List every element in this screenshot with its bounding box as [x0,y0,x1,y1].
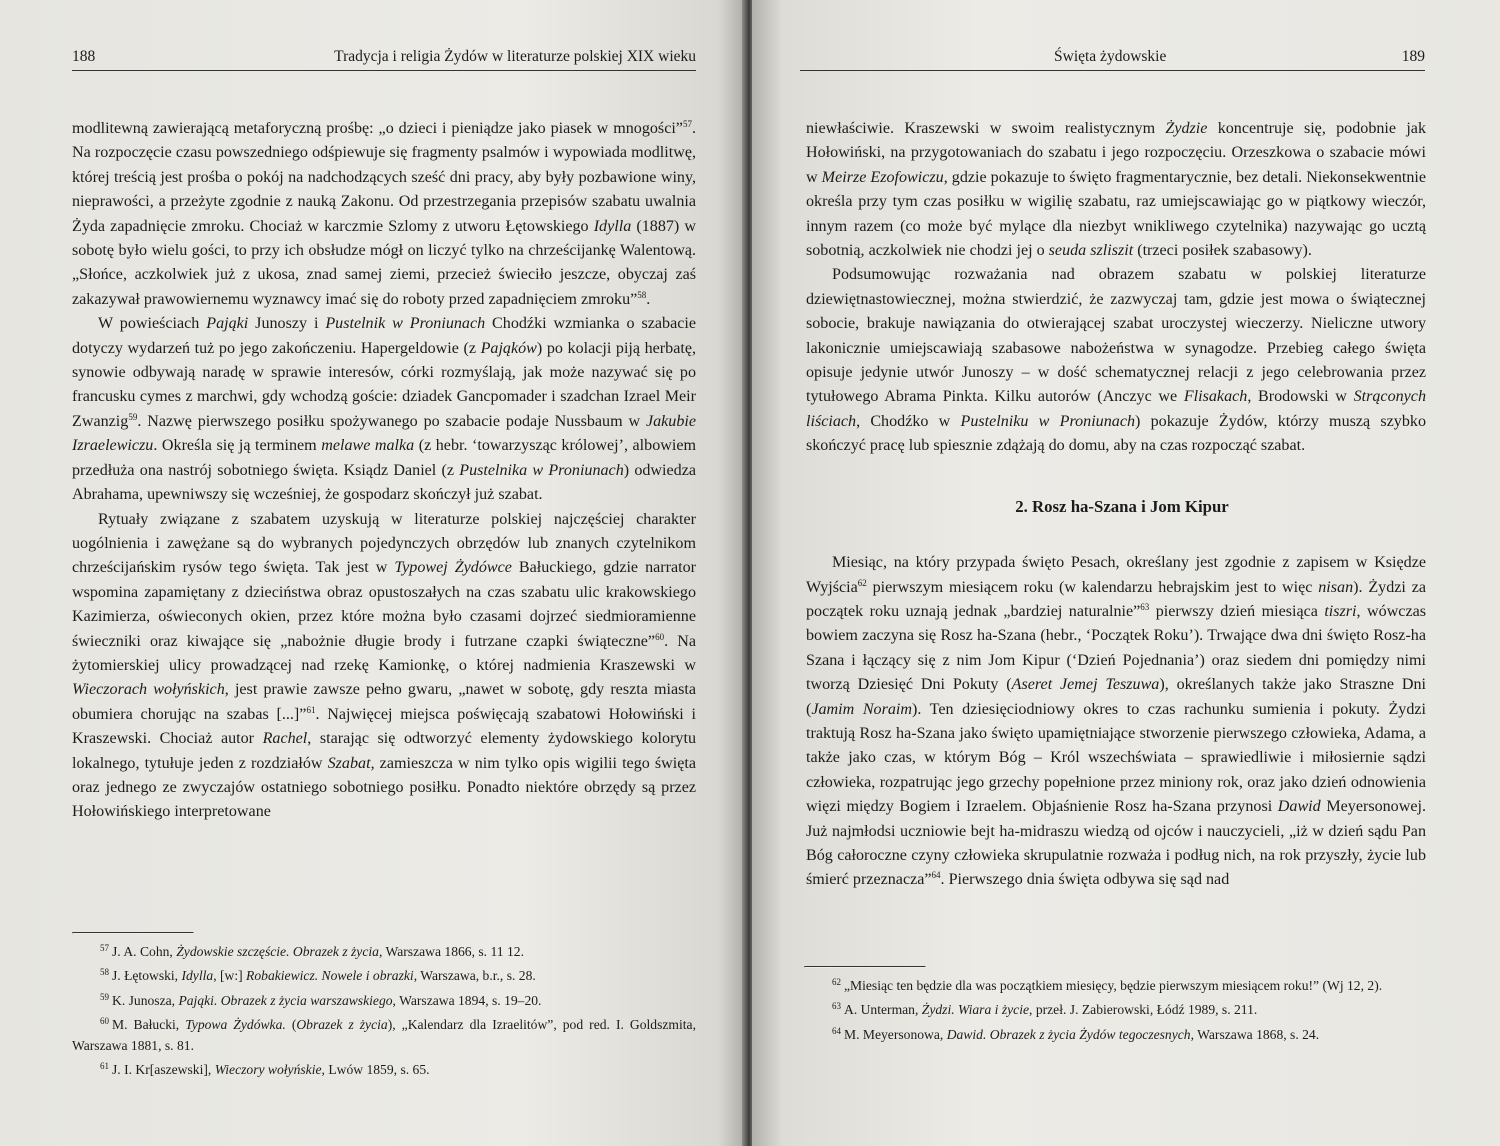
text-run: J. I. Kr[aszewski], [112,1062,215,1078]
italic-text: Żydowskie szczęście. Obrazek z życia [176,944,379,959]
italic-text: Dawid. Obrazek z życia Żydów tegoczesnych [946,1026,1191,1042]
page-number: 189 [1401,48,1425,65]
italic-text: Pustelnika w Proniunach [459,461,624,479]
text-run: ) po kolacji piją herbatę, synowie odbywają naradę w sprawie interesów, córki rozmyślają, jak może nazywać się po francusku cymes z marchwi, gdy wchodzą goście: dziadek Gancpomader i szadchan Izrael Meir Zwanzig [72,339,696,430]
footnote-list [72,938,696,1080]
footnote-reference: 64 [931,870,941,881]
italic-text: Flisakach [1183,388,1248,406]
running-head [800,44,1425,71]
text-run: „Miesiąc ten będzie dla was początkiem miesięcy, będzie pierwszym miesiącem roku!” (Wj 12, 2). [844,978,1383,993]
right-page [752,0,1500,1146]
footnote [804,996,1426,1020]
text-run: ) pokazuje Żydów, którzy muszą szybko skończyć pracę lub spiesznie zdążają do domu, aby na czas rozpocząć szabat. [806,412,1426,455]
italic-text: Typowej Żydówce [394,559,512,577]
text-run: , [w:] [213,968,247,984]
italic-text: Żydzie [1165,120,1208,137]
italic-text: Pustelnik w Proniunach [325,315,486,333]
text-run: , zamieszcza w nim tylko opis wigilii tego święta oraz jednego ze zwyczajów ostatniego sobotniego posiłku. Ponadto niektóre obrzędy są przez Hołowińskiego interpretowane [72,754,697,821]
text-run: ). Żydzi za początek roku uznają jednak „bardziej naturalnie” [806,578,1426,620]
text-run: ), „Kalendarz dla Izraelitów”, pod red. I. Goldszmita, Warszawa 1881, s. 81. [72,1017,696,1053]
italic-text: melawe malka [321,437,415,455]
italic-text: Pająki. Obrazek z życia warszawskiego [178,992,393,1008]
footnote-rule [72,932,194,934]
text-run: Rytuały związane z szabatem uzyskują w literaturze polskiej najczęściej charakter uogólnienia i zawężane są do wybranych pojedynczych obrzędów lub znanych czytelnikom chrześcijańskim rysów tego święta. Tak jest w [72,510,696,577]
footnote-number: 62 [832,977,841,987]
footnote [72,938,696,962]
footnote-reference: 63 [1140,601,1150,612]
running-head [72,44,696,71]
body-text [72,117,696,825]
italic-text: Robakiewicz. Nowele i obrazki [246,968,414,984]
running-title: Tradycja i religia Żydów w literaturze polskiej XIX wieku [334,48,696,65]
text-run: Chodźki wzmianka o szabacie dotyczy wydarzeń tuż po jego zakończeniu. Hapergeldowie (z [72,315,696,357]
text-run: Bałuckiego, gdzie narrator wspomina zapamiętany z dzieciństwa obraz opustoszałych na czas szabatu ulic krakowskiego Kazimierza, oświeconych okien, przez które można było czasami dojrzeć siedmioramienne świeczniki oraz kiwające się „nabożnie długie brody i futrzane czapki świąteczne” [72,559,696,650]
paragraphs-before-heading [806,117,1426,459]
italic-text: Strąconych liściach [806,388,1426,430]
paragraph [806,551,1426,893]
text-run: Podsumowując rozważania nad obrazem szabatu w polskiej literaturze dziewiętnastowiecznej, można stwierdzić, że zazwyczaj tam, gdzie jest mowa o świątecznej sobocie, brakuje nawiązania do otwierającej szabat uroczystej wieczerzy. Nieliczne utwory lakonicznie umiejscawiają szabasowe nabożeństwa w synagodze. Przebieg całego święta opisuje jedynie utwór Junoszy – w dość schematycznej relacji z jego celebrowania przez tytułowego Abrama Pinkta. Kilku autorów (Anczyc we [806,266,1426,406]
text-run: . Najwięcej miejsca poświęcają szabatowi Hołowiński i Kraszewski. Chociaż autor [72,705,696,748]
text-run: . Pierwszego dnia święta odbywa się sąd nad [940,871,1230,889]
italic-text: Szabat [327,754,371,772]
footnote [72,987,696,1011]
footnotes [72,932,696,1080]
footnote-number: 57 [100,943,109,953]
text-run: A. Unterman, [844,1002,922,1018]
footnote-list [804,972,1426,1045]
footnote [72,1056,696,1080]
text-run: Junoszy i [248,315,326,333]
text-run: pierwszym miesiącem roku (w kalendarzu hebrajskim jest to więc [866,578,1319,596]
footnote-number: 59 [100,991,109,1002]
italic-text: Żydzi. Wiara i życie [921,1002,1030,1018]
italic-text: Typowa Żydówka. [185,1017,286,1033]
footnote [804,972,1426,996]
footnote-number: 61 [100,1061,109,1072]
text-run: M. Bałucki, [112,1017,186,1033]
text-run: . Nazwę pierwszego posiłku spożywanego po szabacie podaje Nussbaum w [137,412,646,430]
footnote-number: 64 [832,1025,841,1036]
text-run: . Na rozpoczęcie czasu powszedniego odśpiewuje się fragmenty psalmów i wypowiada modlitwę, której treścią jest prośba o pokój na nadchodzących sześć dni pracy, aby były pozbawione winy, nieprawości, a przeżyte zgodnie z nauką Zakonu. Od przestrzegania przepisów szabatu uwalnia Żyda zapadnięcie zmroku. Chociaż w karczmie Szlomy z utworu Łętowskiego [72,120,696,235]
footnote-reference: 62 [857,577,867,588]
footnotes [804,966,1426,1045]
footnote [804,1021,1426,1045]
footnote-number: 60 [100,1016,109,1027]
text-run: , wówczas bowiem zaczyna się Rosz ha-Szana (hebr., ‘Początek Roku’). Trwające dwa dni święto Rosz-ha Szana i łączący się z nim Jom Kipur (‘Dzień Pojednania’) oraz siedem dni pomiędzy nimi tworzą Dziesięć Dni Pokuty ( [806,602,1427,694]
footnote-reference: 57 [682,119,692,129]
italic-text: Rachel [262,730,308,748]
paragraph [72,117,696,312]
text-run: (z hebr. ‘towarzysząc królowej’, albowiem przedłuża ona nastrój sobotniego święta. Ksiądz Daniel (z [72,437,696,479]
italic-text: Dawid [1277,798,1321,816]
footnote-reference: 61 [306,704,316,715]
body-text [806,117,1426,893]
text-run: . [646,290,651,308]
footnote [72,1011,696,1056]
footnote [72,962,696,986]
text-run: , Warszawa 1866, s. 11 12. [378,944,524,959]
italic-text: Idylla [593,217,632,235]
italic-text: Meirze Ezofowiczu [821,168,944,186]
text-run: W powieściach [98,315,207,333]
text-run: , Lwów 1859, s. 65. [321,1062,430,1078]
text-run: , jest prawie zawsze pełno gwaru, „nawet w sobotę, gdy reszta miasta obumiera chorując na szabas [...]” [72,681,697,723]
running-title: Święta żydowskie [1054,48,1167,65]
text-run: J. A. Cohn, [112,944,177,959]
text-run: , Warszawa, b.r., s. 28. [413,968,536,984]
text-run: pierwszy dzień miesiąca [1149,602,1325,620]
text-run: K. Junosza, [112,992,179,1008]
italic-text: tiszri [1324,602,1357,620]
paragraph [72,508,696,825]
text-run: , starając się odtworzyć elementy żydowskiego kolorytu lokalnego, tytułuje jeden z rozdziałów [72,730,696,772]
italic-text: Wieczorach wołyńskich [72,681,225,699]
left-page [0,0,748,1146]
text-run: ) odwiedza Abrahama, upewniwszy się wcześniej, że gospodarz skończył już szabat. [72,461,696,504]
text-run: Meyersonowej. Już najmłodsi uczniowie bejt ha-midraszu wiedzą od ojców i nauczycieli, „iż w dzień sądu Pan Bóg całoroczne czyny człowieka skrupulatnie rozważa i podług nich, na rok przyszły, życie lub śmierć przeznacza” [806,798,1426,889]
italic-text: Pustelniku w Proniunach [960,412,1136,430]
text-run: , przeł. J. Zabierowski, Łódź 1989, s. 211. [1029,1002,1258,1018]
footnote-number: 63 [832,1001,841,1012]
text-run: . Określa się ją terminem [153,437,322,455]
footnote-number: 58 [100,967,109,978]
text-run: , gdzie pokazuje to święto fragmentarycznie, bez detali. Niekonsekwentnie określa przy tym czas posiłku w wigilię szabatu, raz umiejscawiając go w piątkowy wieczór, innym razem (co może być mylące dla niezbyt wnikliwego czytelnika) nazywając go ucztą sobotnią, aczkolwiek nie chodzi jej o [806,168,1426,260]
text-run: , Chodźko w [856,412,961,430]
italic-text: Obrazek z życia [296,1017,388,1033]
paragraph [806,117,1426,263]
page-number: 188 [72,48,96,65]
text-run: , Warszawa 1868, s. 24. [1190,1026,1320,1042]
footnote-reference: 59 [128,411,138,422]
italic-text: Jamim Noraim [811,700,913,718]
italic-text: Pająki [206,315,249,333]
paragraphs-after-heading [806,551,1426,893]
italic-text: Aseret Jemej Teszuwa [1011,676,1160,694]
text-run: J. Łętowski, [112,968,182,984]
text-run: (trzeci posiłek szabasowy). [1133,242,1312,260]
italic-text: Idylla [181,968,214,984]
footnote-rule [804,966,926,968]
section-heading: 2. Rosz ha-Szana i Jom Kipur [1015,496,1229,516]
text-run: modlitewną zawierającą metaforyczną prośbę: „o dzieci i pieniądze jako piasek w mnogości” [72,120,683,137]
text-run: (1887) w sobotę było wielu gości, to przy ich obsłudze mógł on liczyć tylko na chrześcijankę Walentową. „Słońce, aczkolwiek już z ukosa, znad samej ziemi, przecież świeciło jeszcze, obyczaj zaś zakazywał prawowiernemu wyznawcy imać się do roboty przed zapadnięciem zmroku” [72,217,697,308]
text-run: niewłaściwie. Kraszewski w swoim realistycznym [806,120,1166,137]
text-run: koncentruje się, podobnie jak Hołowiński, na przygotowaniach do szabatu i jego rozpoczęciu. Orzeszkowa o szabacie mówi w [806,120,1426,186]
text-run: ( [285,1017,297,1033]
text-run: , Warszawa 1894, s. 19–20. [392,992,542,1008]
text-run: ), określanych także jako Straszne Dni ( [806,676,1427,718]
footnote-reference: 58 [637,289,647,300]
italic-text: seuda szliszit [1048,242,1134,260]
italic-text: Pająków [480,339,537,357]
paragraph [72,312,696,507]
text-run: , Brodowski w [1247,388,1354,406]
italic-text: Wieczory wołyńskie [214,1062,322,1078]
italic-text: Jakubie Izraelewiczu [72,412,696,455]
footnote-reference: 60 [655,631,665,642]
text-run: Miesiąc, na który przypada święto Pesach, określany jest zgodnie z zapisem w Księdze Wyjścia [806,554,1426,596]
text-run: ). Ten dziesięciodniowy okres to czas rachunku sumienia i pokuty. Żydzi traktują Rosz ha-Szana jako święto upamiętniające stworzenie pierwszego człowieka, Adama, a także jako czas, w którym Bóg – Król wszechświata – sprawiedliwie i miłosiernie sądzi człowieka, rozpatrując jego grzechy popełnione przez miniony rok, oraz jako dzień odnowienia więzi między Bogiem i Izraelem. Objaśnienie Rosz ha-Szana przynosi [806,700,1426,816]
text-run: . Na żytomierskiej ulicy prowadzącej nad rzekę Kamionkę, o której nadmienia Kraszewski w [72,632,697,674]
text-run: M. Meyersonowa, [844,1026,947,1042]
italic-text: nisan [1318,578,1354,596]
paragraph [806,263,1426,458]
